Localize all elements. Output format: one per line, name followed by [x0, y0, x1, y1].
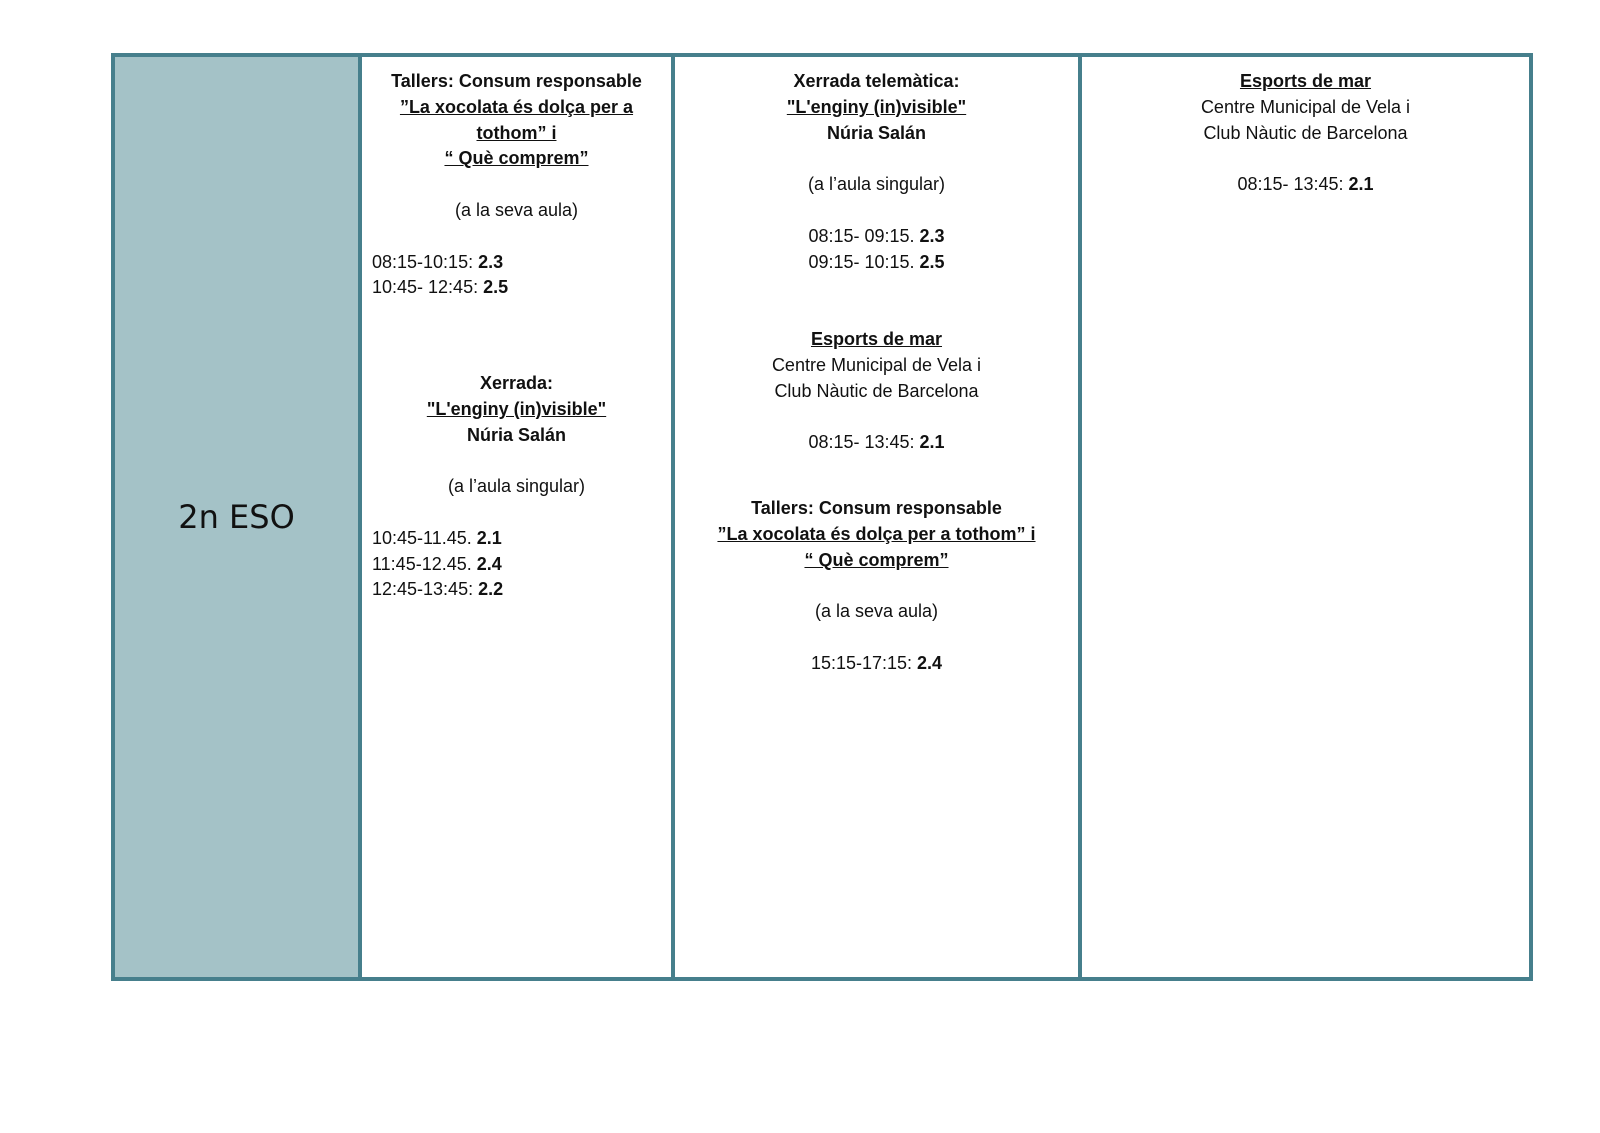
xerrada-speaker: Núria Salán — [826, 122, 927, 143]
taller-subtitle-1: ”La xocolata és dolça per a — [399, 96, 634, 117]
esports-title: Esports de mar — [1239, 71, 1372, 91]
xerrada-name: "L'enginy (in)visible" — [786, 96, 967, 117]
slot-row: 15:15-17:15: 2.4 — [810, 652, 943, 673]
taller-subtitle-2: tothom” i — [476, 122, 557, 143]
taller-title: Tallers: Consum responsable — [751, 498, 1002, 518]
xerrada-name: "L'enginy (in)visible" — [426, 398, 607, 419]
taller-block — [675, 496, 1078, 677]
xerrada-title: Xerrada telemàtica: — [793, 71, 960, 91]
xerrada-place: (a l’aula singular) — [447, 476, 586, 497]
taller-subtitle-1: ”La xocolata és dolça per a tothom” i — [717, 523, 1036, 544]
day-column-2 — [671, 57, 1078, 977]
slot-row: 10:45-11.45. 2.1 — [372, 527, 502, 548]
grade-cell — [115, 57, 358, 977]
xerrada-speaker: Núria Salán — [466, 424, 567, 445]
xerrada-place: (a l’aula singular) — [807, 174, 946, 195]
slot-row: 08:15-10:15: 2.3 — [372, 251, 504, 272]
slot-row: 09:15- 10:15. 2.5 — [808, 251, 945, 272]
esports-location-2: Club Nàutic de Barcelona — [1203, 122, 1408, 143]
slot-row: 08:15- 13:45: 2.1 — [808, 432, 945, 453]
xerrada-block — [362, 371, 671, 603]
schedule-table — [111, 53, 1533, 981]
day-column-1 — [358, 57, 671, 977]
taller-place: (a la seva aula) — [454, 199, 579, 220]
slot-row: 10:45- 12:45: 2.5 — [372, 277, 509, 298]
grade-label: 2n ESO — [178, 498, 295, 536]
esports-block — [675, 327, 1078, 456]
day-column-3 — [1078, 57, 1529, 977]
slot-row: 08:15- 09:15. 2.3 — [808, 225, 945, 246]
taller-title: Tallers: Consum responsable — [391, 71, 642, 91]
esports-block — [1082, 69, 1529, 198]
xerrada-block — [675, 69, 1078, 275]
xerrada-title: Xerrada: — [479, 373, 554, 393]
taller-subtitle-3: “ Què comprem” — [444, 148, 589, 169]
taller-place: (a la seva aula) — [814, 601, 939, 622]
slot-row: 11:45-12.45. 2.4 — [372, 553, 502, 574]
esports-location-1: Centre Municipal de Vela i — [771, 354, 982, 375]
taller-subtitle-2: “ Què comprem” — [804, 549, 949, 570]
esports-location-1: Centre Municipal de Vela i — [1200, 96, 1411, 117]
esports-location-2: Club Nàutic de Barcelona — [774, 380, 979, 401]
slot-row: 12:45-13:45: 2.2 — [372, 579, 504, 600]
taller-block — [362, 69, 671, 301]
esports-title: Esports de mar — [810, 329, 943, 349]
slot-row: 08:15- 13:45: 2.1 — [1237, 174, 1374, 195]
